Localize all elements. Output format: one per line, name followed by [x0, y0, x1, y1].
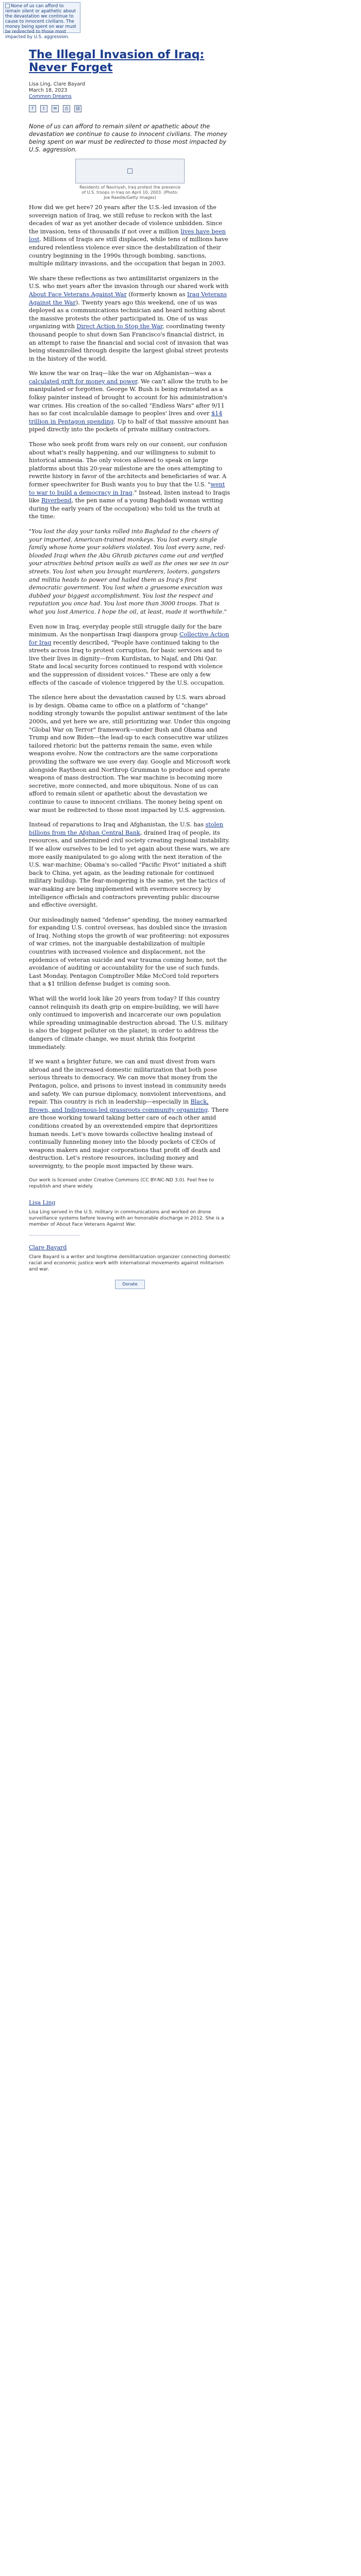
author-bio-text: Clare Bayard is a writer and longtime demilitarization organizer connecting domestic racial and economic justice work with international movements against militarism and war.: [29, 1253, 231, 1272]
paragraph: [29, 369, 231, 434]
paragraph-text: Those who seek profit from wars rely on our consent, our confusion about what's really happening, and our willingness to submit to historical amnesia. The only voices allowed to speak on large platforms about this 20-year milestone are the ones attempting to rewrite history in favor of the architects and beneficiaries of war. A former speechwriter for Bush wants you to buy that the U.S. ": [29, 441, 227, 488]
header-image: [3, 2, 80, 40]
donate-button[interactable]: Donate: [115, 1280, 145, 1289]
inline-link[interactable]: Collective Action for Iraq: [29, 631, 229, 646]
author-bio-clare: [29, 1242, 231, 1273]
article-lede: None of us can afford to remain silent or apathetic about the devastation we continue to cause to innocent civilians. The money being spent on war must be redirected to those most impacted by U.S. aggression.: [29, 123, 227, 153]
paragraph-text: recently described, "People have continued taking to the streets across Iraq to protest corruption, for basic services and to live their lives in dignity—from Kurdistan, to Najaf, and Dhi Qar. State and local security forces continued to respond with violence and the suppression of dissident voices." These are only a few effects of the cascade of violence triggered by the U.S. occupation.: [29, 639, 225, 686]
article-meta: [29, 81, 231, 100]
paragraph-text: , the pen name of a young Baghdadi woman writing during the early years of the occupation) who told us the truth at the time:: [29, 497, 223, 520]
paragraph-text: How did we get here? 20 years after the U.S.-led invasion of the sovereign nation of Iraq, we still refuse to reckon with the last decades of war as yet another decade of violence unbidden. Since the invasion, tens of thousands if not over a million: [29, 204, 222, 235]
inline-link[interactable]: Iraq Veterans Against the War: [29, 291, 227, 306]
paragraph: The silence here about the devastation caused by U.S. wars abroad is by design. Obama came to office on a platform of "change" nodding strongly towards the populist antiwar sentiment of the late 2000s, and yet here we are, still prioritizing war. Under this ongoing "Global War on Terror" framework—under Bush and Obama and Trump and now Biden—the lead-up to each consecutive war utilizes tailored rhetoric but the patterns remain the same, even while weapons evolve. Now the contractors are the same corporations providing the software we use every day. Google and Microsoft work alongside Raytheon and Northrop Grumman to produce and operate weapons of mass destruction. The war machine is becoming more secretive, more connected, and more ubiquitous. None of us can afford to remain silent or apathetic about the devastation we continue to cause to innocent civilians. The money being spent on war must be redirected to those most impacted by U.S. aggression.: [29, 694, 231, 814]
inline-link[interactable]: $14 trillion in Pentagon spending: [29, 410, 223, 425]
article-authors: Lisa Ling, Clare Bayard: [29, 81, 85, 87]
paragraph: [29, 821, 231, 909]
paragraph-text: , drained Iraq of people, its resources, and undermined civil society creating regional instability. If we allow ourselves to be led to yet again about these wars, we are more easily manipulated to go along with the next iteration of the U.S. war-machine; Obama's so-called "Pacific Pivot" initiated a shift back to China, yet again, as the leading rationale for continued military buildup. The fear-mongering is the same, yet the tactics of war-making are being implemented with evermore secrecy by intelligence officials and contractors preventing public discourse and effective oversight.: [29, 829, 230, 909]
paragraph: What will the world look like 20 years from today? If this country cannot relinquish its death grip on empire-building, we will have only continued to impoverish and incarcerate our own population while spreading unimaginable destruction abroad. The U.S. military is also the biggest polluter on the planet; in order to address the dangers of climate change, we must shrink this footprint immediately.: [29, 995, 228, 1050]
paragraph: [29, 623, 231, 687]
paragraph-text: We share these reflections as two antimilitarist organizers in the U.S. who met years after the invasion through our shared work with: [29, 275, 229, 290]
license-note: Our work is licensed under Creative Commons (CC BY-NC-ND 3.0). Feel free to republish and share widely.: [29, 1177, 214, 1189]
author-name-link[interactable]: Clare Bayard: [29, 1244, 67, 1251]
paragraph: [29, 275, 231, 363]
author-bio-text: Lisa Ling served in the U.S. military in communications and worked on drone surveillance systems before leaving with an honorable discharge in 2012. She is a member of About Face Veterans Against War.: [29, 1209, 224, 1227]
article-date: March 18, 2023: [29, 88, 68, 93]
paragraph-text: . Up to half of that massive amount has piped directly into the pockets of private military contractors.: [29, 418, 229, 433]
paragraph-text: , coordinating twenty thousand people to shut down San Francisco's financial district, in an attempt to raise the financial and social cost of invasion that was being steamrolled through despite the largest global street protests in the history of the world.: [29, 323, 228, 362]
paragraph: [29, 440, 231, 521]
photo-caption: Residents of Nasiriyah, Iraq protest the presence of U.S. troops in Iraq on April 10, 2003. (Photo: Joe Raedle/Getty Images): [79, 185, 180, 200]
paragraph: [29, 204, 231, 268]
facebook-icon[interactable]: f: [29, 105, 36, 112]
broken-image-icon: [5, 4, 10, 8]
article-photo: [75, 159, 185, 183]
inline-link[interactable]: Direct Action to Stop the War: [76, 323, 162, 330]
article-source-link[interactable]: Common Dreams: [29, 94, 72, 99]
email-icon[interactable]: ✉: [52, 105, 59, 112]
paragraph-text: . There are those working toward taking better care of each other amid conditions created by an overextended empire that deprioritizes human needs. Let's move towards collective healing instead of continually funneling money into the bloody pockets of CEOs of weapons makers and major corporations that profit off death and destruction. Let's restore resources, including money and sovereignty, to the people most impacted by these wars.: [29, 1106, 229, 1170]
article-title[interactable]: The Illegal Invasion of Iraq: Never Forget: [29, 48, 205, 74]
author-bio-lisa: [29, 1197, 231, 1228]
paragraph-text: . We can't allow the truth to be manipulated or forgotten. George W. Bush is being reinstated as a folksy painter instead of brought to account for his administration's war crimes. His creation of the so-called "Endless Wars" after 9/11 has so far cost incalculable damage to peoples' lives and over: [29, 378, 228, 417]
inline-link[interactable]: Black, Brown, and Indigenous-led grassroots community organizing: [29, 1098, 209, 1113]
inline-link[interactable]: About Face Veterans Against War: [29, 291, 127, 298]
paragraph-text: If we want a brighter future, we can and must divest from wars abroad and the increased domestic militarization that both pose serious threats to democracy. We can move that money from the Pentagon, police, and prisons to invest instead in community needs and safety. We can pursue diplomacy, nonviolent interventions, and repair. This country is rich in leadership—especially in: [29, 1058, 226, 1106]
article-body: [29, 204, 231, 1171]
article: [29, 48, 231, 1289]
paragraph-text: We know the war on Iraq—like the war on Afghanistan—was a: [29, 370, 211, 377]
twitter-icon[interactable]: t: [40, 105, 47, 112]
paragraph: [29, 1058, 231, 1170]
inline-link[interactable]: went to war to build a democracy in Iraq: [29, 481, 225, 496]
inline-link[interactable]: stolen billions from the Afghan Central Bank: [29, 821, 223, 836]
paragraph-text: ." Instead, listen instead to Iraqis like: [29, 489, 230, 504]
paragraph-text: Instead of reparations to Iraq and Afghanistan, the U.S. has: [29, 821, 206, 828]
paragraph: Our misleadingly named "defense" spending, the money earmarked for expanding U.S. control overseas, has doubled since the invasion of Iraq. Nothing stops the growth of war profiteering: not exposures of war crimes, not the inarguable destabilization of multiple countries with increased violence and displacement, not the epidemics of veteran suicide and war trauma coming home, not the avoidance of auditing or accountability for the use of such funds. Last Monday, Pentagon Comptroller Mike McCord told reporters that a $1 trillion defense budget is coming soon.: [29, 916, 229, 988]
share-row: [29, 105, 231, 112]
pull-quote: "You lost the day your tanks rolled into Baghdad to the cheers of your imported, American-trained monkeys. You lost every single family whose home your soldiers violated. You lost every sane, red-blooded Iraqi when the Abu Ghraib pictures came out and verified your atrocities behind prison walls as well as the ones we see in our streets. You lost when you brought murderers, looters, gangsters and militia heads to power and hailed them as Iraq's first democratic government. You lost when a gruesome execution was dubbed your biggest accomplishment. You lost the respect and reputation you once had. You lost more than 3000 troops. That is what you lost America. I hope the oil, at least, made it worthwhile.": [29, 528, 229, 615]
copy-link-icon[interactable]: ⛓: [74, 105, 81, 112]
paragraph-text: (formerly known as: [126, 291, 187, 298]
paragraph-text: . Millions of Iraqis are still displaced, while tens of millions have endured relentless violence ever since the destabilization of their country beginning in the 1990s through bombing, sanctions, multiple military invasions, and the occupation that began in 2003.: [29, 236, 228, 267]
article-figure: [29, 159, 231, 200]
broken-image-icon: [127, 168, 133, 174]
print-icon[interactable]: ⎙: [63, 105, 70, 112]
paragraph-text: Even now in Iraq, everyday people still struggle daily for the bare minimum. As the nonpartisan Iraqi diaspora group: [29, 623, 222, 638]
header-image-alt: None of us can afford to remain silent or apathetic about the devastation we continue to cause to innocent civilians. The money being spent on war must be redirected to those most impacted by U.S. aggression.: [5, 4, 76, 40]
author-name-link[interactable]: Lisa Ling: [29, 1199, 56, 1206]
paragraph-text: ). Twenty years ago this weekend, one of us was deployed as a communications technician and heard nothing about the massive protests the other participated in. One of us was organizing with: [29, 299, 225, 330]
inline-link[interactable]: Riverbend: [41, 497, 72, 504]
inline-link[interactable]: lives have been lost: [29, 228, 226, 243]
inline-link[interactable]: calculated grift for money and power: [29, 378, 137, 385]
